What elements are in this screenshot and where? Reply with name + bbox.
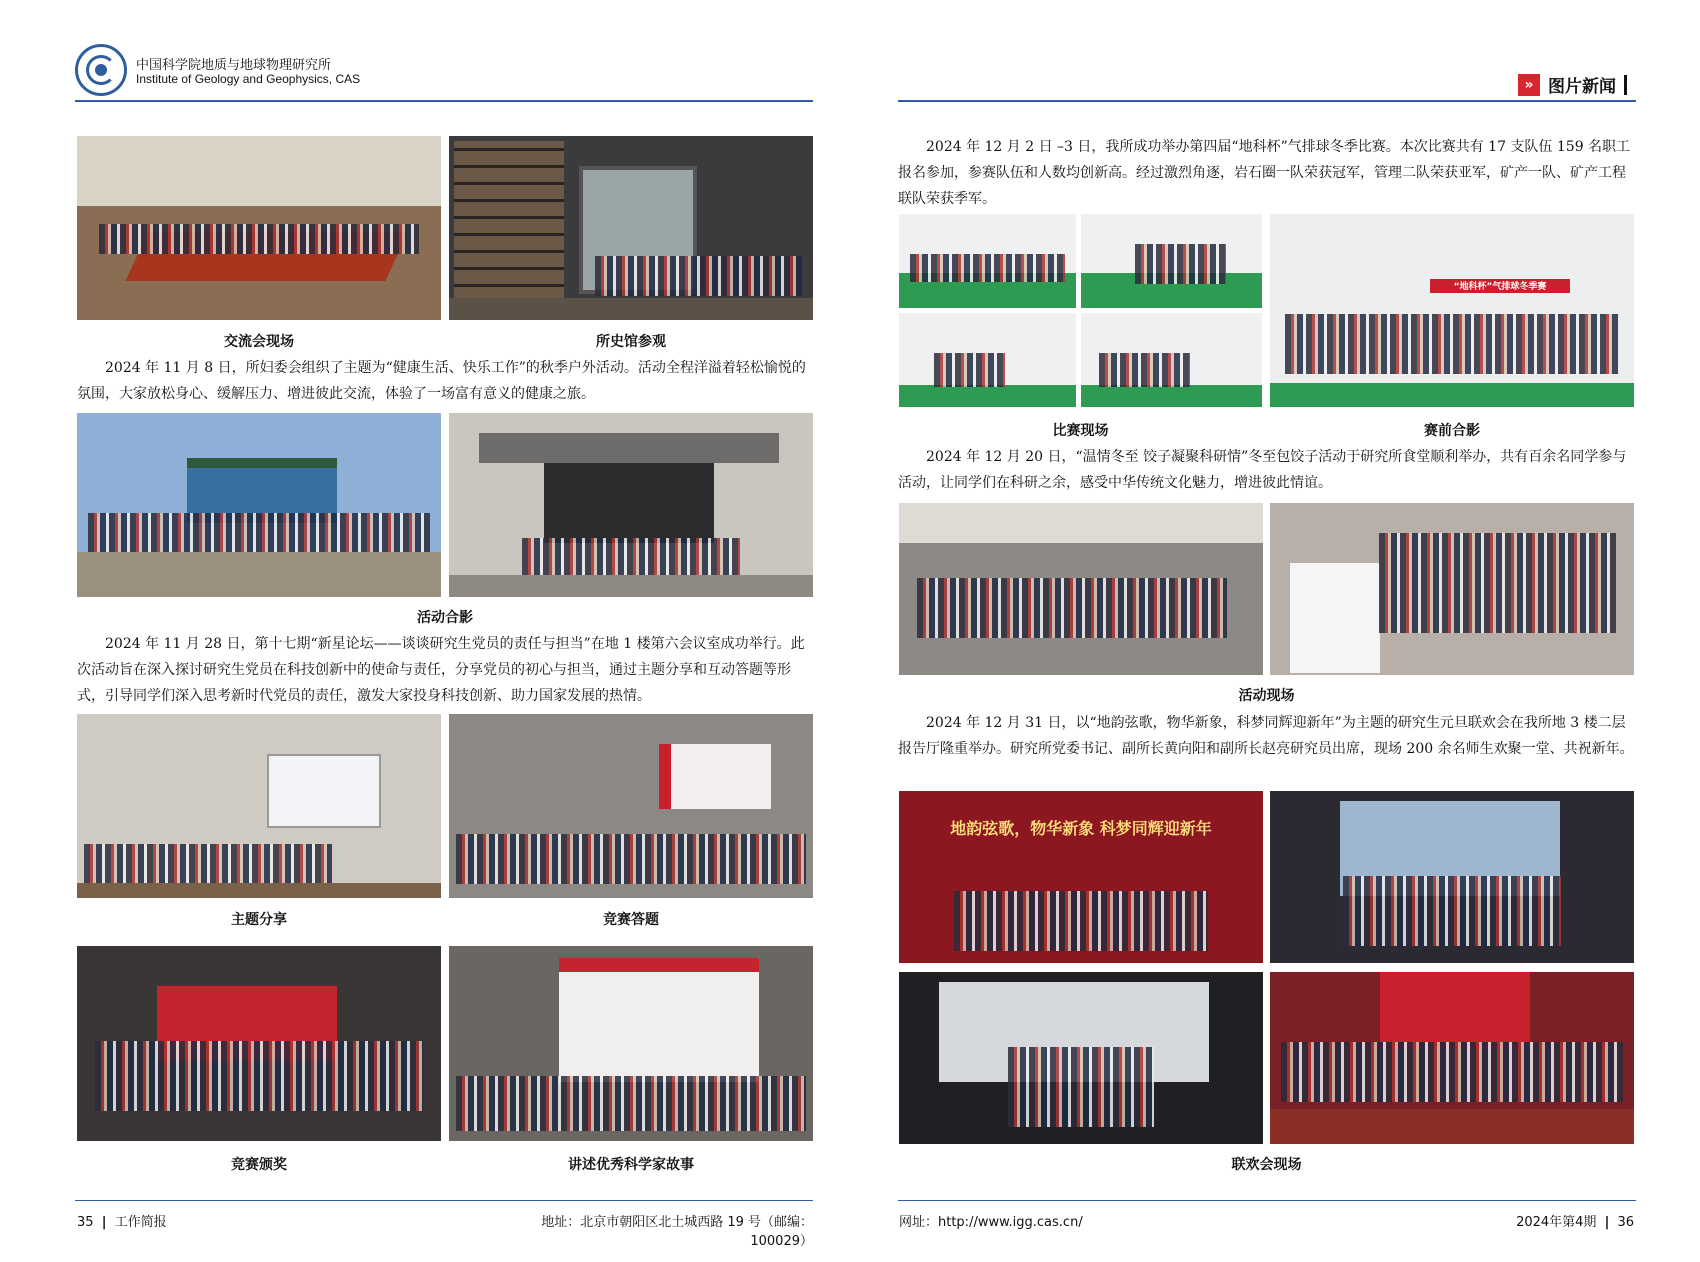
- section-title: 图片新闻: [1548, 77, 1616, 97]
- website: 网址：http://www.igg.cas.cn/: [899, 1215, 1083, 1230]
- paragraph-volleyball: 2024 年 12 月 2 日 –3 日，我所成功举办第四届“地科杯”气排球冬季比赛。本次比赛共有 17 支队伍 159 名职工报名参加，参赛队伍和人数均创新高。经过激烈角逐，岩石圈一队荣获冠军，管理二队荣获亚军，矿产一队、矿产工程联队荣获季军。: [898, 139, 1631, 207]
- photo-volleyball-3: [899, 313, 1076, 407]
- section-tag: [1518, 72, 1627, 97]
- caption-story: 讲述优秀科学家故事: [568, 1157, 694, 1173]
- institute-logo: [75, 44, 127, 96]
- caption-match: 比赛现场: [1052, 423, 1109, 439]
- photo-theme-sharing: [77, 714, 441, 898]
- page-number: 35: [77, 1215, 94, 1230]
- photo-party-performance: [899, 972, 1263, 1144]
- photo-dumpling-making: [1270, 503, 1634, 675]
- photo-exchange-meeting: [77, 136, 441, 320]
- photo-award: [77, 946, 441, 1141]
- photo-volleyball-1: [899, 214, 1076, 308]
- photo-group-building: [449, 413, 813, 597]
- paragraph-dumpling: 2024 年 12 月 20 日，“温情冬至 饺子凝聚科研情”冬至包饺子活动于研究所食堂顺利举办，共有百余名同学参与活动，让同学们在科研之余，感受中华传统文化魅力，增进彼此情谊。: [898, 449, 1627, 491]
- caption-activity: 活动现场: [1238, 688, 1295, 704]
- caption-pregame: 赛前合影: [1424, 423, 1480, 439]
- footer-right: [1400, 1211, 1634, 1230]
- institute-name-cn: 中国科学院地质与地球物理研究所: [136, 58, 332, 73]
- paragraph-outdoor-activity: 2024 年 11 月 8 日，所妇委会组织了主题为“健康生活、快乐工作”的秋季户外活动。活动全程洋溢着轻松愉悦的氛围，大家放松身心、缓解压力、增进彼此交流，体验了一场富有意义的健康之旅。: [77, 360, 806, 402]
- caption-theme: 主题分享: [231, 912, 287, 928]
- journal-name: 工作简报: [114, 1215, 167, 1230]
- photo-group-outdoor: [77, 413, 441, 597]
- footer-rule: [75, 1200, 813, 1201]
- header-rule: [898, 100, 1636, 102]
- photo-party-hosts: [899, 791, 1263, 963]
- address: 地址：北京市朝阳区北土城西路 19 号（邮编：100029）: [541, 1215, 813, 1249]
- separator: |: [1604, 1215, 1610, 1230]
- caption-exchange: 交流会现场: [224, 334, 294, 350]
- volleyball-banner: “地科杯”气排球冬季赛: [1453, 282, 1547, 292]
- caption-group: 活动合影: [417, 610, 473, 626]
- section-bar: [1624, 75, 1627, 95]
- caption-award: 竞赛颁奖: [231, 1157, 287, 1173]
- photo-pregame-group: [1270, 214, 1634, 407]
- caption-quiz: 竞赛答题: [603, 912, 659, 928]
- paragraph-forum: 2024 年 11 月 28 日，第十七期“新星论坛——谈谈研究生党员的责任与担当”在地 1 楼第六会议室成功举行。此次活动旨在深入探讨研究生党员在科技创新中的使命与责任，分享党员的初心与担当，通过主题分享和互动答题等形式，引导同学们深入思考新时代党员的责任，激发大家投身科技创新、助力国家发展的热情。: [77, 636, 805, 704]
- photo-quiz: [449, 714, 813, 898]
- photo-scientist-story: [449, 946, 813, 1141]
- footer-left: [77, 1211, 167, 1230]
- party-banner: 地韵弦歌，物华新象 科梦同辉迎新年: [950, 819, 1212, 838]
- caption-history: 所史馆参观: [596, 334, 666, 350]
- issue: 2024年第4期: [1516, 1215, 1597, 1230]
- photo-volleyball-2: [1081, 214, 1262, 308]
- header-rule: [75, 100, 813, 102]
- photo-party-recital: [1270, 791, 1634, 963]
- footer-rule-right: [898, 1200, 1636, 1201]
- page-number: 36: [1617, 1215, 1634, 1230]
- photo-party-group: [1270, 972, 1634, 1144]
- separator: |: [101, 1215, 107, 1230]
- caption-party: 联欢会现场: [1231, 1157, 1302, 1173]
- double-chevron-icon: »: [1518, 74, 1540, 96]
- photo-volleyball-4: [1081, 313, 1262, 407]
- photo-history-museum: [449, 136, 813, 320]
- paragraph-newyear: 2024 年 12 月 31 日，以“地韵弦歌，物华新象，科梦同辉迎新年”为主题的研究生元旦联欢会在我所地 3 楼二层报告厅隆重举办。研究所党委书记、副所长黄向阳和副所长赵亮研究员出席，现场 200 余名师生欢聚一堂、共祝新年。: [898, 715, 1634, 757]
- institute-name-en: Institute of Geology and Geophysics, CAS: [136, 72, 361, 86]
- photo-dumpling-hall: [899, 503, 1263, 675]
